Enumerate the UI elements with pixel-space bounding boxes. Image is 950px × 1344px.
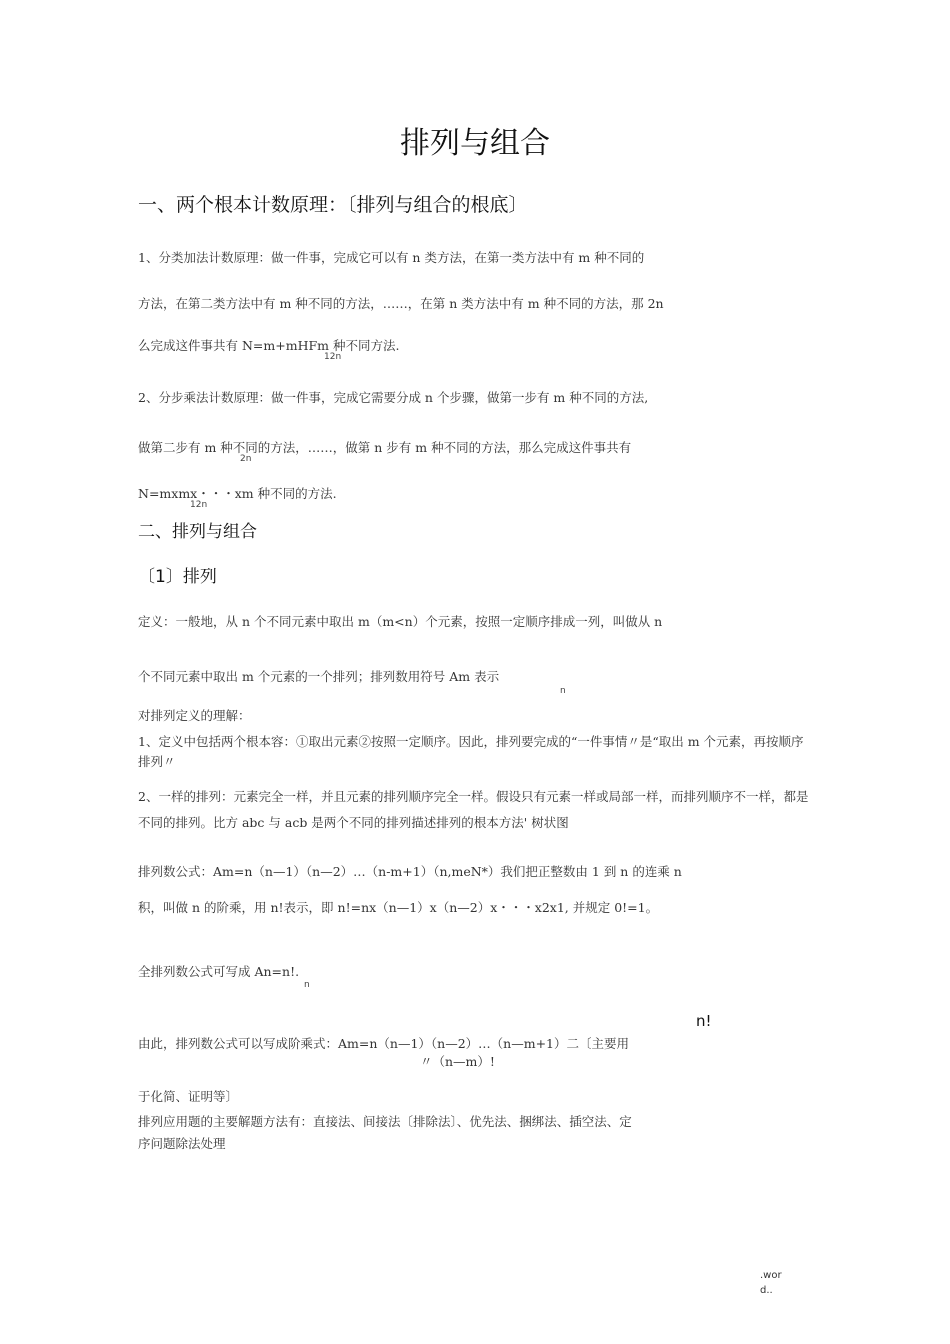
page-title: 排列与组合 [400,126,550,161]
permutation-formula-line-2: 积，叫做 n 的阶乘，用 n!表示，即 n!=nx（n—1）x（n—2）x・・・x2x1, 并规定 0!=1。 [138,900,659,915]
definition-line-2: 个不同元素中取出 m 个元素的一个排列；排列数用符号 Am 表示 [138,669,500,684]
full-permutation-formula: 全排列数公式可写成 An=n!. [138,964,300,979]
definition-line-1: 定义：一般地，从 n 个不同元素中取出 m（m<n）个元素，按照一定顺序排成一列，叫做从 n [138,614,663,629]
multiplication-principle-line-3: N=mxmx・・・xm 种不同的方法. [138,486,337,501]
footer-line-1: .wor [760,1270,782,1281]
factorial-denominator: 〃（n—m）! [420,1054,495,1069]
section-1-heading: 一、两个根本计数原理：〔排列与组合的根底〕 [138,194,528,216]
multiplication-subscript-2: 12n [190,500,208,510]
permutation-subheading: 〔1〕排列 [138,567,217,587]
understanding-point-1: 1、定义中包括两个根本容：①取出元素②按照一定顺序。因此，排列要完成的“一件事情〃是“取出 m 个元素，再按顺序排列〃 [138,734,804,769]
multiplication-subscript-1: 2n [240,454,252,464]
factorial-formula-line: 由此，排列数公式可以写成阶乘式：Am=n（n—1）（n—2）…（n—m+1）二〔主要用 [138,1036,629,1051]
footer-line-2: d.. [760,1285,773,1296]
definition-subscript: n [560,686,566,696]
multiplication-principle-line-2: 做第二步有 m 种不同的方法，……，做第 n 步有 m 种不同的方法，那么完成这件事共有 [138,440,632,455]
understanding-point-2: 2、一样的排列：元素完全一样，并且元素的排列顺序完全一样。假设只有元素一样或局部一样，而排列顺序不一样，都是不同的排列。比方 abc 与 acb 是两个不同的排列描述排列的根本方法' 树状图 [138,789,809,830]
factorial-note: 于化简、证明等〕 [138,1089,239,1104]
full-permutation-subscript: n [304,980,310,990]
addition-principle-line-3: 么完成这件事共有 N=m+mHFm 种不同方法. [138,338,400,353]
addition-subscript: 12n [324,352,342,362]
definition-understanding: 对排列定义的理解： [138,708,251,723]
solution-methods-line-2: 序问题除法处理 [138,1136,226,1151]
addition-principle-line-1: 1、分类加法计数原理：做一件事，完成它可以有 n 类方法，在第一类方法中有 m 种不同的 [138,250,645,265]
addition-principle-line-2: 方法，在第二类方法中有 m 种不同的方法，……，在第 n 类方法中有 m 种不同的方法，那 2n [138,296,664,311]
solution-methods-line-1: 排列应用题的主要解题方法有：直接法、间接法〔排除法〕、优先法、捆绑法、插空法、定 [138,1114,632,1129]
permutation-formula-line-1: 排列数公式：Am=n（n—1）（n—2）…（n-m+1）（n,meN*）我们把正整数由 1 到 n 的连乘 n [138,864,682,879]
factorial-numerator: n! [696,1012,712,1030]
multiplication-principle-line-1: 2、分步乘法计数原理：做一件事，完成它需要分成 n 个步骤，做第一步有 m 种不同的方法, [138,390,649,405]
section-2-heading: 二、排列与组合 [138,522,257,542]
